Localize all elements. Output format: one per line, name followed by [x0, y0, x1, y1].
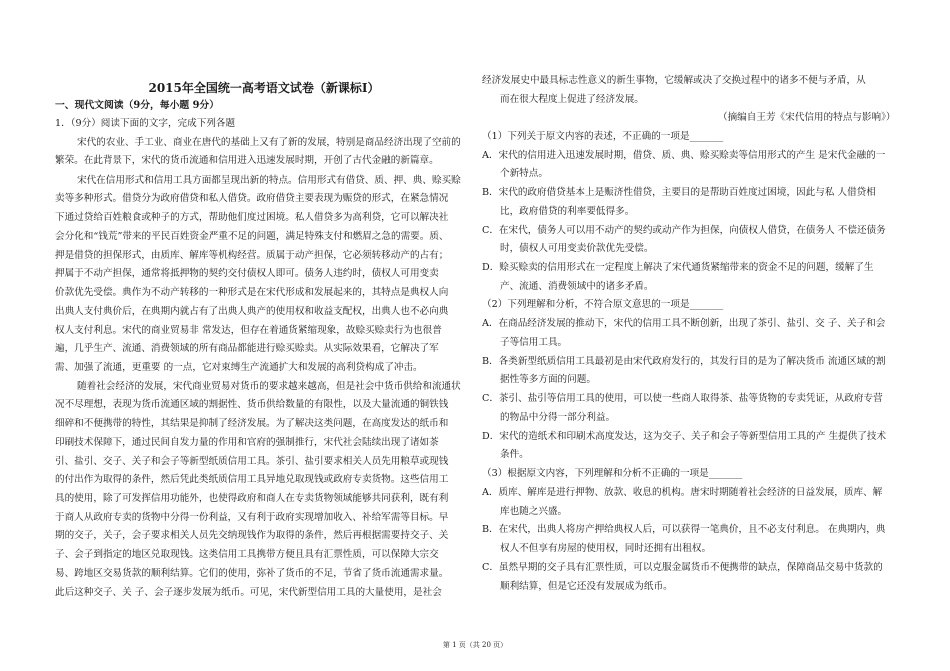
question-intro: 1．（9分）阅读下面的文字，完成下列各题 [55, 118, 236, 129]
question-stem: （3）根据原文内容，下列理解和分析不正确的一项是_______ [482, 468, 743, 479]
option-line: A．在商品经济发展的推动下，宋代的信用工具不断创新，出现了茶引、盐引、交 子、关子和会 [482, 318, 886, 329]
option-line: 个新特点。 [500, 168, 548, 179]
passage-line: 遍，几乎生产、流通、消费领域的所有商品都能进行赊买赊卖。从实际效果看，它解决了军 [55, 343, 439, 354]
passage-line: 繁荣。在此背景下，宋代的货币流通和信用进入迅速发展时期，开创了古代金融的新篇章。 [55, 155, 439, 166]
section-heading: 一、现代文阅读（9分，每小题 9分） [55, 100, 219, 111]
option-line: 比，政府借贷的利率要低得多。 [500, 206, 635, 217]
option-line: 产、流通、消费领域中的诸多矛盾。 [500, 281, 654, 292]
option-line: B．各类新型纸质信用工具最初是由宋代政府发行的，其发行目的是为了解决货币 流通区域的割 [482, 356, 886, 367]
option-line: B．宋代的政府借贷基本上是赈济性借贷，主要目的是帮助百姓度过困境，因此与私 人借贷相 [482, 187, 876, 198]
passage-line: 此后这种交子、关 子、会子逐步发展为纸币。可见，宋代新型信用工具的大量使用，是社会 [55, 587, 442, 598]
page-number-footer: 第 1 页（共 20 页） [442, 641, 508, 649]
question-stem: （2）下列理解和分析，不符合原文意思的一项是_______ [482, 299, 724, 310]
passage-line: 押属于不动产担保，通常将抵押物的契约交付债权人即可。债务人违约时，债权人可用变卖 [55, 268, 439, 279]
passage-line: 易、跨地区交易货款的顺利结算。它们的使用，弥补了货币的不足，节省了货币流通需求量。 [55, 568, 449, 579]
passage-line: 宋代在信用形式和信用工具方面都呈现出新的特点。信用形式有借贷、质、押、典、赊买赊 [77, 175, 461, 186]
passage-line: 引、盐引、交子、关子和会子等新型纸质信用工具。茶引、盐引要求相关人员先用粮草或现钱 [55, 456, 449, 467]
option-line: D．赊买赊卖的信用形式在一定程度上解决了宋代通货紧缩带来的资金不足的问题，缓解了生 [482, 262, 874, 273]
passage-line: 卖等多种形式。借贷分为政府借贷和私人借贷。政府借贷主要表现为赈贷的形式，在紧急情况 [55, 193, 449, 204]
passage-line: 价款优先受偿。典作为不动产转移的一种形式是在宋代形成和发展起来的，其特点是典权人向 [55, 287, 449, 298]
option-line: 的物品中分得一部分利益。 [500, 412, 616, 423]
source-citation: （摘编自王芳《宋代信用的特点与影响》） [718, 112, 896, 123]
passage-line: 会分化和“钱荒”带来的平民百姓资金严重不足的问题，满足特殊支付和燃眉之急的需要。质、 [55, 231, 449, 242]
option-line: D．宋代的造纸术和印刷术高度发达，这为交子、关子和会子等新型信用工具的产 生提供了技术 [482, 431, 887, 442]
passage-line: 经济发展史中最具标志性意义的新生事物，它缓解或决了交换过程中的诸多不便与矛盾，从 [482, 75, 866, 86]
option-line: 子等信用工具。 [500, 337, 568, 348]
passage-line: 宋代的农业、手工业、商业在唐代的基础上又有了新的发展，特别是商品经济出现了空前的 [77, 137, 461, 148]
option-line: C．茶引、盐引等信用工具的使用，可以使一些商人取得茶、盐等货物的专卖凭证，从政府专营 [482, 393, 883, 404]
passage-line: 印刷技术保障下，通过民间自发力量的作用和官府的强制推行，宋代社会陆续出现了诸如茶 [55, 437, 439, 448]
passage-line: 随着社会经济的发展，宋代商业贸易对货币的要求越来越高，但是社会中货币供给和流通状 [77, 381, 461, 392]
option-line: 权人不但享有房屋的使用权，同时还拥有出租权。 [500, 543, 712, 554]
passage-line: 期的交子，关子，会子要求相关人员先交纳现钱作为取得的条件，然后再根据需要持交子、关 [55, 530, 449, 541]
option-line: C．在宋代，债务人可以用不动产的契约或动产作为担保，向债权人借贷，在债务人 不偿还债务 [482, 225, 886, 236]
option-line: 据性等多方面的问题。 [500, 374, 596, 385]
passage-line: 子、会子到指定的地区兑取现钱。这类信用工具携带方便且具有汇票性质，可以保障大宗交 [55, 549, 439, 560]
passage-line: 具的使用，除了可发挥信用功能外，也使得政府和商人在专卖货物领域能够共同获利，既有利 [55, 493, 449, 504]
passage-line: 况不尽理想，表现为货币流通区域的割据性、货币供给数量的有限性，以及大量流通的铜铁钱 [55, 399, 449, 410]
passage-line: 而在很大程度上促进了经济发展。 [500, 94, 644, 105]
option-line: 条件。 [500, 449, 529, 460]
passage-line: 出典人支付典价后，在典期内就占有了出典人典产的使用权和收益支配权，出典人也不必向典 [55, 306, 449, 317]
passage-line: 需、加强了流通，更重要 的一点，它对束缚生产流通扩大和发展的高利贷构成了冲击。 [55, 362, 423, 373]
option-line: A．质库、解库是进行押物、放款、收息的机构。唐宋时期随着社会经济的日益发展，质库、解 [482, 487, 883, 498]
passage-line: 于商人从政府专卖的货物中分得一份利益，又有利于政府实现增加收入、补给军需等目标。早 [55, 512, 449, 523]
option-line: A．宋代的信用进入迅速发展时期，借贷、质、典、赊买赊卖等信用形式的产生 是宋代金融的一 [482, 150, 886, 161]
option-line: C．虽然早期的交子具有汇票性质，可以克服金属货币不便携带的缺点，保障商品交易中货款的 [482, 562, 883, 573]
option-line: B．在宋代，出典人将房产押给典权人后，可以获得一笔典价，且不必支付利息。 在典期内，典 [482, 524, 886, 535]
option-line: 时，债权人可用变卖价款优先受偿。 [500, 243, 654, 254]
passage-line: 押是借贷的担保形式，由质库、解库等机构经营。质属于动产担保，它必须转移动产的占有； [55, 250, 449, 261]
passage-line: 细碎和不便携带的特性，其结果是抑制了经济发展。为了解决这类问题，在高度发达的纸币和 [55, 418, 449, 429]
question-stem: （1）下列关于原文内容的表述，不正确的一项是_______ [482, 131, 724, 142]
passage-line: 权人支付利息。宋代的商业贸易非 常发达，但存在着通货紧缩现象，故赊买赊卖行为也很普 [55, 325, 442, 336]
passage-line: 下通过贷给百姓粮食或种子的方式，帮助他们度过困境。私人借贷多为高利贷，它可以解决社 [55, 212, 449, 223]
option-line: 顺利结算，但是它还没有发展成为纸币。 [500, 581, 673, 592]
passage-line: 的付出作为取得的条件，然后凭此类纸质信用工具异地兑取现钱或政府专卖货物。这些信用工 [55, 474, 449, 485]
page-title: 2015年全国统一高考语文试卷（新课标Ⅰ） [148, 81, 380, 95]
option-line: 库也随之兴盛。 [500, 506, 568, 517]
